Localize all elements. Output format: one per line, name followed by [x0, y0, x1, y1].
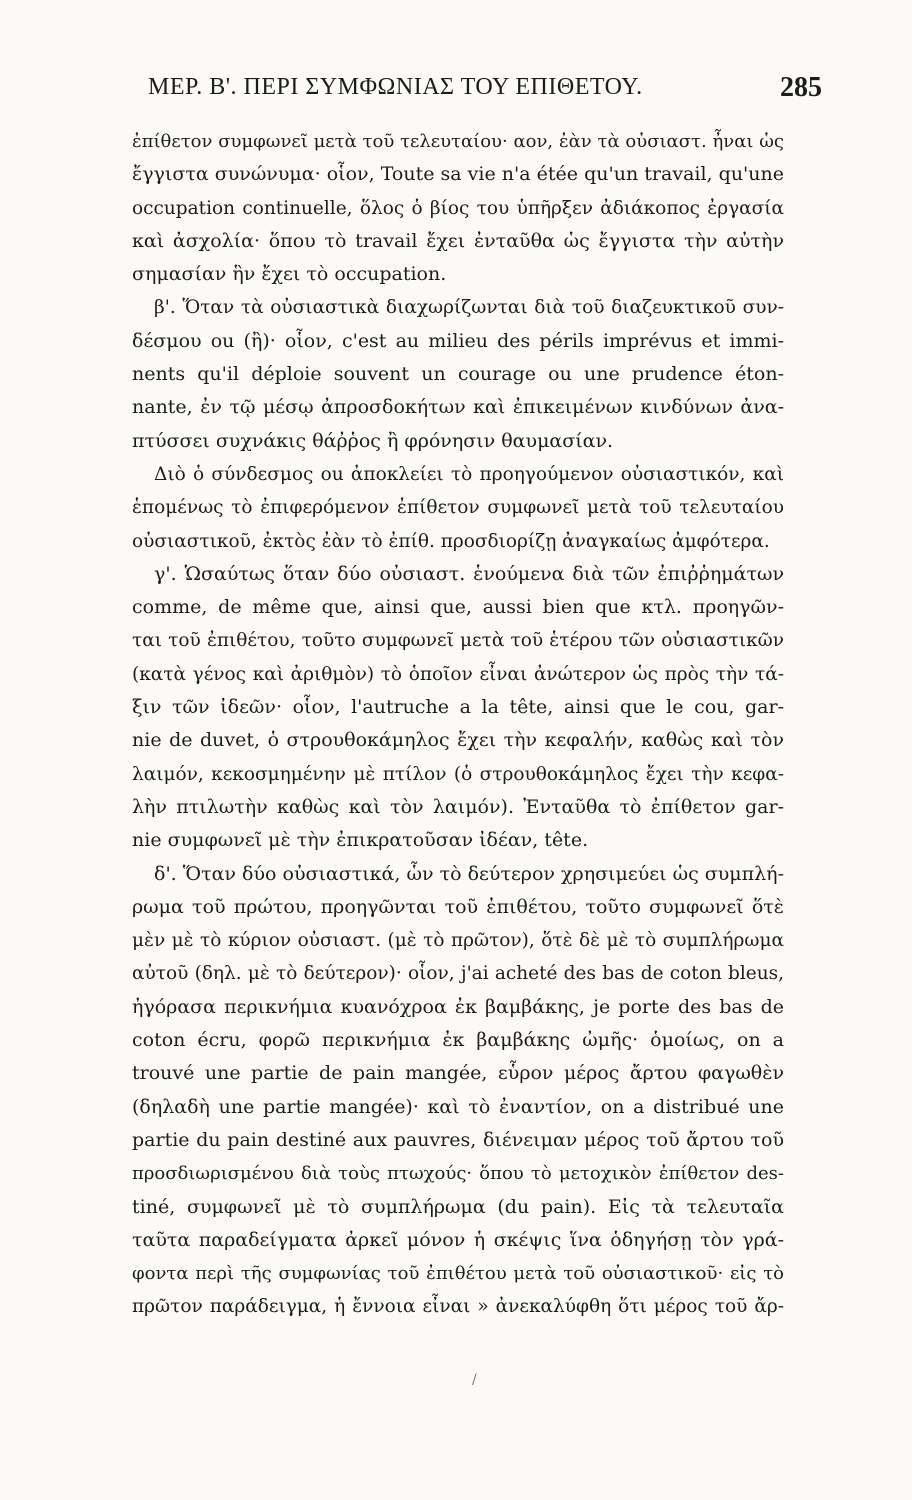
text-line: nante, ἐν τῷ μέσῳ ἀπροσδοκήτων καὶ ἐπικειμένων κινδύνων ἀνα- [132, 396, 784, 419]
text-line: nents qu'il déploie souvent un courage ou une prudence éton- [132, 363, 784, 386]
text-line: δέσμου ou (ἢ)· οἷον, c'est au milieu des périls imprévus et immi- [132, 329, 784, 352]
text-line: λὴν πτιλωτὴν καθὼς καὶ τὸν λαιμόν). Ἐνταῦθα τὸ ἐπίθετον gar- [132, 795, 784, 818]
page-number: 285 [780, 72, 822, 103]
text-line: οὐσιαστικοῦ, ἐκτὸς ἐὰν τὸ ἐπίθ. προσδιορίζῃ ἀναγκαίως ἀμφότερα. [132, 530, 770, 552]
text-line: comme, de même que, ainsi que, aussi bien que κτλ. προηγῶν- [132, 596, 784, 619]
text-line: ἔγγιστα συνώνυμα· οἷον, Toute sa vie n'a étée qu'un travail, qu'une [132, 163, 784, 186]
text-line: πτύσσει συχνάκις θάῤῥος ἢ φρόνησιν θαυμασίαν. [132, 429, 614, 452]
text-line: ται τοῦ ἐπιθέτου, τοῦτο συμφωνεῖ μετὰ τοῦ ἑτέρου τῶν οὐσιαστικῶν [132, 630, 784, 652]
text-line: Διὸ ὁ σύνδεσμος ou ἀποκλείει τὸ προηγούμενον οὐσιαστικόν, καὶ [154, 463, 784, 485]
text-line: μὲν μὲ τὸ κύριον οὐσιαστ. (μὲ τὸ πρῶτον), ὅτὲ δὲ μὲ τὸ συμπλήρωμα [132, 930, 784, 952]
text-line: ἐπίθετον συμφωνεῖ μετὰ τοῦ τελευταίου· αον, ἐὰν τὰ οὐσιαστ. ἦναι ὡς [132, 131, 784, 152]
text-line: partie du pain destiné aux pauvres, διένειμαν μέρος τοῦ ἄρτου τοῦ [132, 1128, 784, 1151]
text-line: καὶ ἀσχολία· ὅπου τὸ travail ἔχει ἐνταῦθα ὡς ἔγγιστα τὴν αὐτὴν [132, 229, 784, 252]
text-line: ταῦτα παραδείγματα ἀρκεῖ μόνον ἡ σκέψις ἵνα ὁδηγήσῃ τὸν γρά- [132, 1228, 784, 1251]
text-line: ἑπομένως τὸ ἐπιφερόμενον ἐπίθετον συμφωνεῖ μετὰ τοῦ τελευταίου [132, 497, 784, 519]
text-line: β'. Ὅταν τὰ οὐσιαστικὰ διαχωρίζωνται διὰ τοῦ διαζευκτικοῦ συν- [154, 297, 784, 319]
text-line: nie συμφωνεῖ μὲ τὴν ἐπικρατοῦσαν ἰδέαν, tête. [132, 829, 589, 852]
text-line: προσδιωρισμένου διὰ τοὺς πτωχούς· ὅπου τὸ μετοχικὸν ἐπίθετον des- [132, 1163, 784, 1185]
text-line: ἠγόρασα περικνήμια κυανόχροα ἐκ βαμβάκης, je porte des bas de [132, 995, 784, 1018]
body-text [132, 125, 784, 1324]
text-line: πρῶτον παράδειγμα, ἡ ἔννοια εἶναι » ἀνεκαλύφθη ὅτι μέρος τοῦ ἄρ- [132, 1296, 784, 1318]
running-title: ΜΕΡ. Β'. ΠΕΡΙ ΣΥΜΦΩΝΙΑΣ ΤΟΥ ΕΠΙΘΕΤΟΥ. [148, 74, 643, 100]
text-line: σημασίαν ἣν ἔχει τὸ occupation. [132, 263, 447, 286]
text-line: tiné, συμφωνεῖ μὲ τὸ συμπλήρωμα (du pain). Εἰς τὰ τελευταῖα [132, 1195, 784, 1218]
page-header [130, 70, 822, 110]
text-line: occupation continuelle, ὅλος ὁ βίος του ὑπῆρξεν ἀδιάκοπος ἐργασία [132, 197, 784, 219]
stray-mark: / [472, 1372, 477, 1388]
text-line: λαιμόν, κεκοσμημένην μὲ πτίλον (ὁ στρουθοκάμηλος ἔχει τὴν κεφα- [132, 763, 784, 785]
text-line: ρωμα τοῦ πρώτου, προηγῶνται τοῦ ἐπιθέτου, τοῦτο συμφωνεῖ ὅτὲ [132, 895, 784, 918]
text-line: (κατὰ γένος καὶ ἀριθμὸν) τὸ ὁποῖον εἶναι ἀνώτερον ὡς πρὸς τὴν τά- [132, 663, 784, 685]
text-line: δ'. Ὅταν δύο οὐσιαστικά, ὧν τὸ δεύτερον χρησιμεύει ὡς συμπλή- [154, 862, 784, 885]
text-line: φοντα περὶ τῆς συμφωνίας τοῦ ἐπιθέτου μετὰ τοῦ οὐσιαστικοῦ· εἰς τὸ [132, 1263, 784, 1285]
text-line: αὐτοῦ (δηλ. μὲ τὸ δεύτερον)· οἷον, j'ai acheté des bas de coton bleus, [132, 963, 784, 985]
text-line: coton écru, φορῶ περικνήμια ἐκ βαμβάκης ὠμῆς· ὁμοίως, on a [132, 1029, 784, 1052]
text-line: γ'. Ὡσαύτως ὅταν δύο οὐσιαστ. ἑνούμενα διὰ τῶν ἐπιῤῥημάτων [154, 562, 784, 585]
text-line: ξιν τῶν ἰδεῶν· οἷον, l'autruche a la tête, ainsi que le cou, gar- [132, 696, 784, 719]
text-line: (δηλαδὴ une partie mangée)· καὶ τὸ ἐναντίον, on a distribué une [132, 1095, 784, 1118]
text-line: trouvé une partie de pain mangée, εὗρον μέρος ἄρτου φαγωθὲν [132, 1062, 784, 1085]
text-line: nie de duvet, ὁ στρουθοκάμηλος ἔχει τὴν κεφαλήν, καθὼς καὶ τὸν [132, 729, 784, 752]
